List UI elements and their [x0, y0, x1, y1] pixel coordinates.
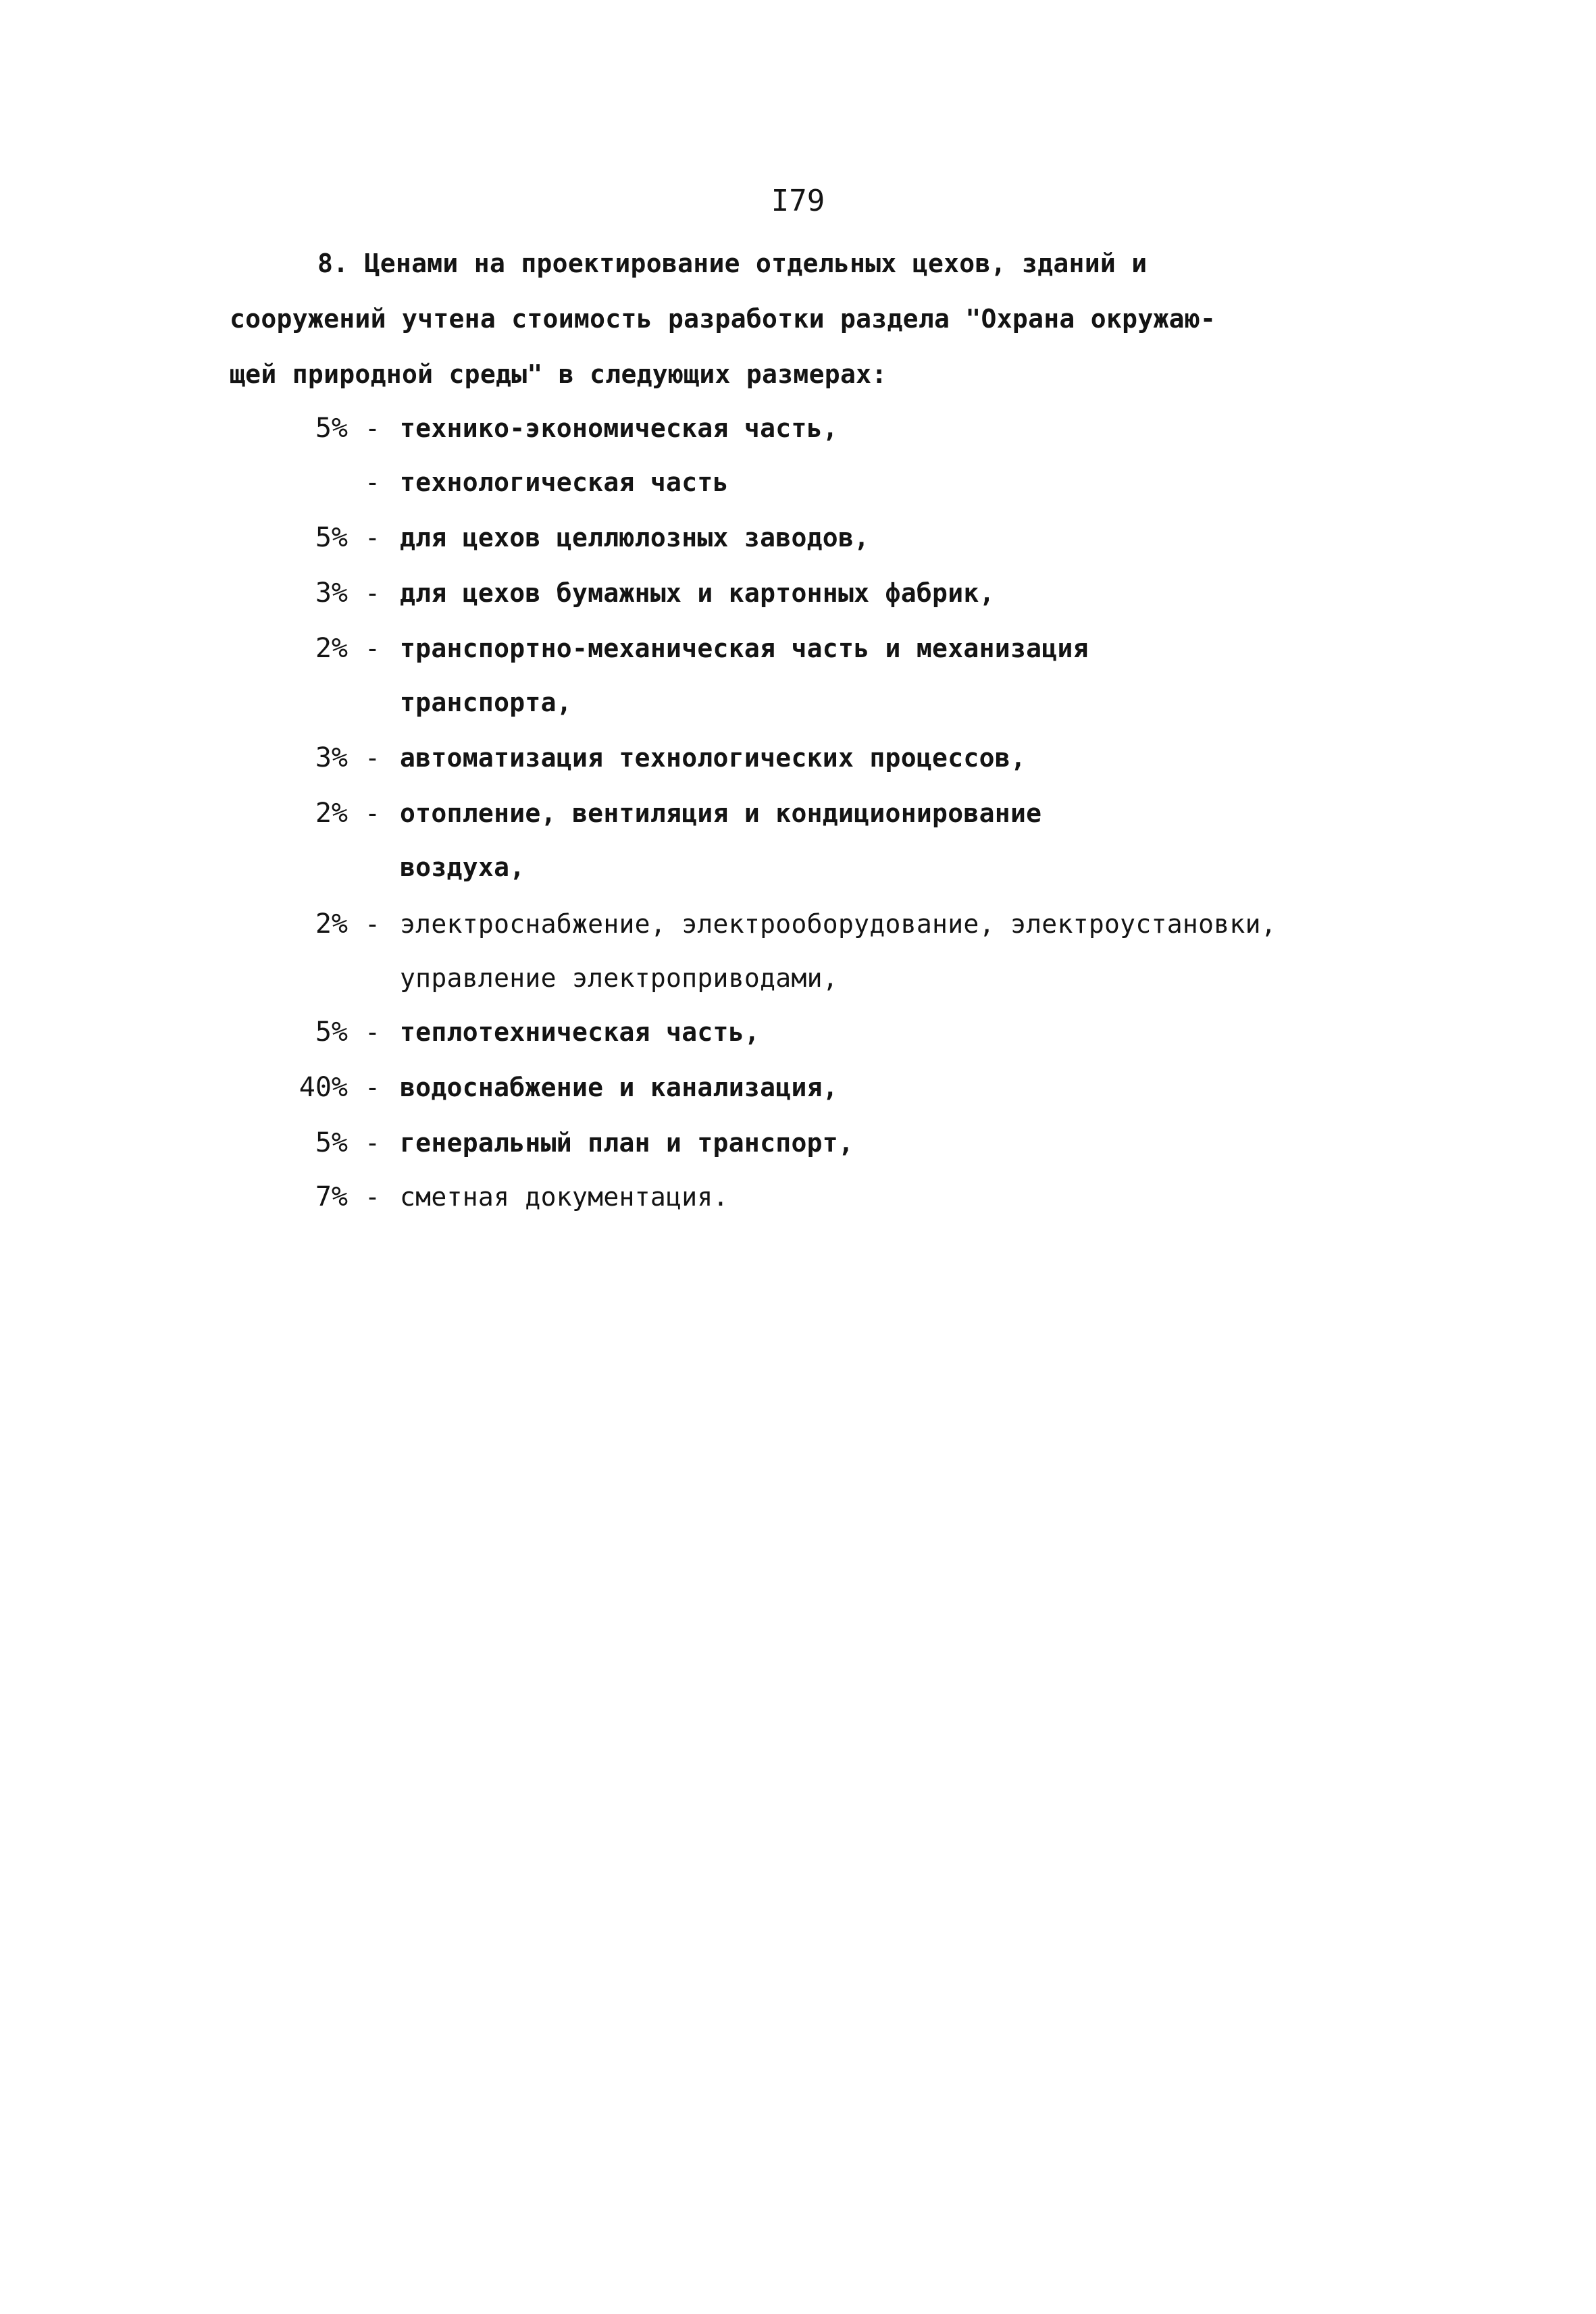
item-text-continuation: транспорта,: [400, 688, 572, 717]
item-dash: -: [365, 1182, 380, 1212]
item-text: технико-экономическая часть,: [400, 413, 838, 443]
item-dash: -: [365, 909, 380, 939]
item-percent: 7%: [315, 1181, 348, 1212]
item-dash: -: [365, 523, 380, 552]
item-text: сметная документация.: [400, 1182, 729, 1212]
item-text: технологическая часть: [400, 467, 729, 497]
item-dash: -: [365, 634, 380, 663]
paragraph-line-1: 8. Ценами на проектирование отдельных цехов, зданий и: [317, 249, 1148, 278]
item-text: отопление, вентиляция и кондиционирование: [400, 798, 1042, 828]
page-number: I79: [771, 184, 825, 218]
paragraph-line-3: щей природной среды" в следующих размерах:: [230, 359, 887, 389]
paragraph-line-2: сооружений учтена стоимость разработки раздела "Охрана окружаю-: [230, 304, 1216, 334]
item-percent: 40%: [299, 1072, 348, 1103]
item-text: теплотехническая часть,: [400, 1017, 761, 1047]
item-percent: 3%: [315, 742, 348, 773]
item-text: генеральный план и транспорт,: [400, 1128, 854, 1158]
item-percent: 5%: [315, 413, 348, 444]
item-text: электроснабжение, электрооборудование, электроустановки,: [400, 909, 1277, 939]
item-percent: 2%: [315, 633, 348, 664]
item-dash: -: [365, 578, 380, 608]
item-text-continuation: управление электроприводами,: [400, 963, 838, 993]
item-dash: -: [365, 467, 380, 497]
item-text: для цехов бумажных и картонных фабрик,: [400, 578, 995, 608]
item-percent: 5%: [315, 1017, 348, 1048]
item-dash: -: [365, 743, 380, 773]
item-dash: -: [365, 1017, 380, 1047]
item-text: для цехов целлюлозных заводов,: [400, 523, 870, 552]
item-dash: -: [365, 413, 380, 443]
item-text: транспортно-механическая часть и механизация: [400, 634, 1089, 663]
item-text-continuation: воздуха,: [400, 852, 525, 882]
item-percent: 3%: [315, 577, 348, 609]
item-dash: -: [365, 1073, 380, 1102]
item-percent: 2%: [315, 798, 348, 829]
item-percent: 2%: [315, 908, 348, 940]
item-percent: 5%: [315, 522, 348, 553]
item-text: водоснабжение и канализация,: [400, 1073, 838, 1102]
item-dash: -: [365, 1128, 380, 1158]
item-text: автоматизация технологических процессов,: [400, 743, 1027, 773]
item-percent: 5%: [315, 1127, 348, 1158]
item-dash: -: [365, 798, 380, 828]
